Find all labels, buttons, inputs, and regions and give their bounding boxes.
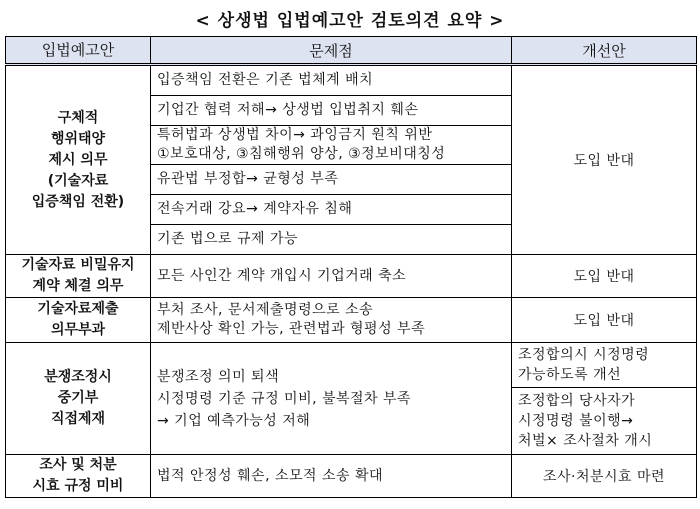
problem-line: → 기업 예측가능성 저해 (157, 412, 311, 429)
table-row (6, 298, 697, 343)
problem-line: 전속거래 강요→ 계약자유 침해 (157, 201, 353, 217)
problem-line: 법적 안정성 훼손, 소모적 소송 확대 (157, 467, 384, 484)
proposal-cell (6, 255, 151, 298)
proposal-line: 계약 체결 의무 (32, 278, 124, 294)
improvement-cell: 조사·처분시효 마련 (512, 455, 697, 498)
problem-line: 기존 법으로 규제 가능 (157, 231, 299, 247)
proposal-cell (6, 298, 151, 343)
proposal-line: 기술자료제출 (37, 301, 119, 317)
proposal-line: 입증책임 전환) (31, 193, 125, 210)
improvement-cell: 도입 반대 (512, 298, 697, 343)
proposal-line: 시효 규정 미비 (32, 478, 124, 494)
proposal-line: 분쟁조정시 (44, 369, 112, 385)
review-summary-table (5, 36, 697, 498)
proposal-cell (6, 65, 151, 255)
page-title: < 상생법 입법예고안 검토의견 요약 > (195, 11, 505, 31)
proposal-cell (6, 455, 151, 498)
table-row (6, 455, 697, 498)
problem-line: 유관법 부정합→ 균형성 부족 (157, 171, 339, 187)
proposal-line: 행위태양 (50, 130, 106, 147)
improvement-line: 조정합의 당사자가 (518, 393, 636, 409)
proposal-line: 직접제재 (50, 411, 106, 427)
problem-line: 시정명령 기준 규정 미비, 불복절차 부족 (157, 390, 412, 407)
problem-cell (151, 195, 512, 225)
proposal-line: 의무부과 (50, 322, 106, 338)
proposal-line: 제시 의무 (48, 151, 108, 168)
proposal-line: 구체적 (57, 109, 99, 126)
problem-line: 입증책임 전환은 기존 법체계 배치 (157, 72, 374, 88)
proposal-line: 조사 및 처분 (39, 457, 117, 473)
improvement-cell: 도입 반대 (512, 65, 697, 255)
improvement-cell: 도입 반대 (512, 255, 697, 298)
header-problems: 문제점 (151, 37, 512, 65)
problem-line: 부처 조사, 문서제출명령으로 소송 (157, 302, 374, 318)
improvement-cell (512, 388, 697, 455)
table-header-row (6, 37, 697, 65)
proposal-line: (기술자료 (47, 172, 109, 189)
problem-cell (151, 65, 512, 96)
problem-line: 제반사상 확인 가능, 관련법과 형평성 부족 (157, 321, 426, 337)
improvement-line: 가능하도록 개선 (518, 367, 622, 383)
proposal-line: 중기부 (57, 390, 99, 406)
problem-cell (151, 165, 512, 195)
header-proposal: 입법예고안 (6, 37, 151, 65)
problem-line: 모든 사인간 계약 개입시 기업거래 축소 (157, 267, 407, 284)
problem-line: ①보호대상, ③침해행위 양상, ③정보비대칭성 (157, 146, 446, 162)
improvement-line: 조정합의시 시정명령 (518, 347, 650, 363)
problem-cell (151, 126, 512, 165)
table-row (6, 65, 697, 96)
improvement-line: 처벌× 조사절차 개시 (518, 433, 653, 449)
proposal-line: 기술자료 비밀유지 (21, 257, 135, 273)
table-row (6, 255, 697, 298)
problem-cell (151, 343, 512, 455)
problem-cell (151, 255, 512, 298)
problem-cell (151, 96, 512, 126)
problem-line: 특허법과 상생법 차이→ 과잉금지 원칙 위반 (157, 127, 433, 143)
table-row (6, 343, 697, 388)
proposal-cell (6, 343, 151, 455)
improvement-cell (512, 343, 697, 388)
problem-line: 기업간 협력 저해→ 상생법 입법취지 훼손 (157, 102, 419, 118)
improvement-line: 시정명령 불이행→ (518, 413, 634, 429)
header-improvement: 개선안 (512, 37, 697, 65)
problem-cell (151, 298, 512, 343)
problem-line: 분쟁조정 의미 퇴색 (157, 368, 280, 385)
problem-cell (151, 225, 512, 255)
problem-cell (151, 455, 512, 498)
